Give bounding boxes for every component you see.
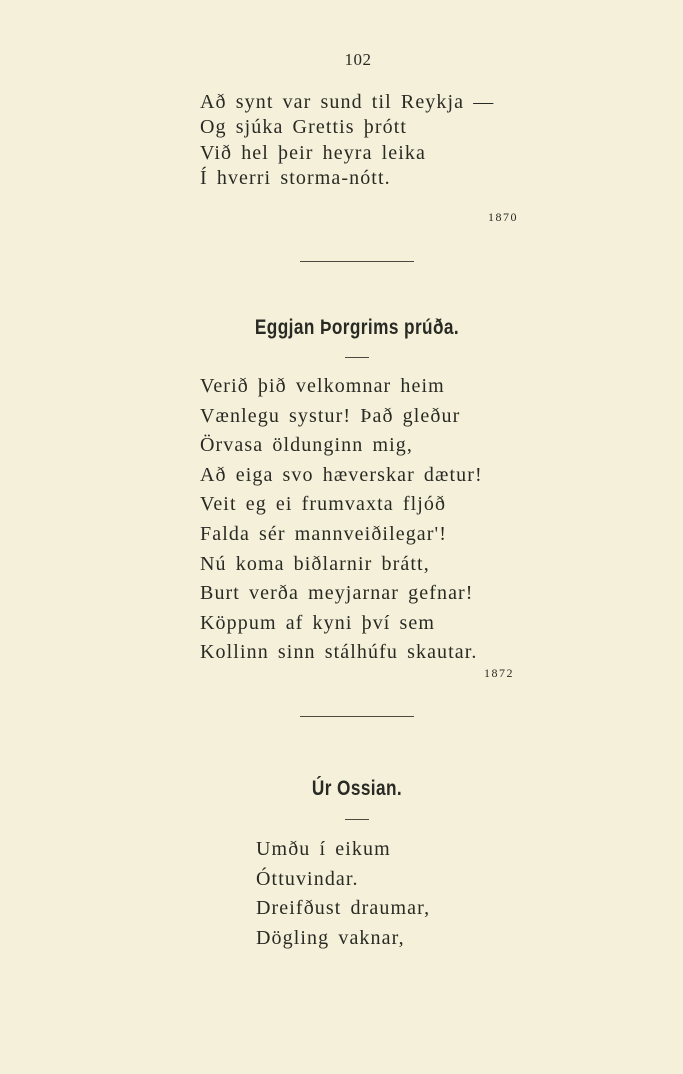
page-number: 102 (344, 50, 372, 69)
title-dash (345, 357, 369, 358)
poem-3-stanza (256, 835, 430, 953)
verse-line: Burt verða meyjarnar gefnar! (200, 582, 474, 605)
section-divider (300, 716, 414, 717)
poem-2-title: Eggjan Þorgrims prúða. (254, 316, 460, 339)
poem-3-title: Úr Ossian. (311, 777, 403, 800)
poem-1-year: 1870 (488, 210, 518, 224)
section-divider (300, 261, 414, 262)
poem-2-year: 1872 (484, 666, 514, 680)
verse-line: Umðu í eikum (256, 838, 391, 860)
verse-line: Að synt var sund til Reykja — (200, 91, 495, 113)
verse-line: Óttuvindar. (256, 867, 359, 890)
verse-line: Vænlegu systur! Það gleður (200, 404, 461, 427)
verse-line: Falda sér mannveiðilegar'! (200, 522, 448, 545)
verse-line: Að eiga svo hæverskar dætur! (200, 463, 483, 486)
verse-line: Örvasa öldunginn mig, (200, 434, 413, 457)
verse-line: Köppum af kyni því sem (200, 611, 436, 634)
poem-1-stanza (200, 90, 494, 191)
verse-line: Veit eg ei frumvaxta fljóð (200, 493, 447, 516)
verse-line: Í hverri storma-nótt. (200, 166, 391, 189)
verse-line: Og sjúka Grettis þrótt (200, 116, 408, 139)
poem-2-stanza (200, 372, 483, 668)
verse-line: Verið þið velkomnar heim (200, 375, 445, 397)
verse-line: Dreifðust draumar, (256, 897, 431, 920)
verse-line: Nú koma biðlarnir brátt, (200, 552, 430, 575)
title-dash (345, 819, 369, 820)
verse-line: Við hel þeir heyra leika (200, 141, 427, 164)
verse-line: Dögling vaknar, (256, 926, 405, 949)
verse-line: Kollinn sinn stálhúfu skautar. (200, 641, 478, 664)
